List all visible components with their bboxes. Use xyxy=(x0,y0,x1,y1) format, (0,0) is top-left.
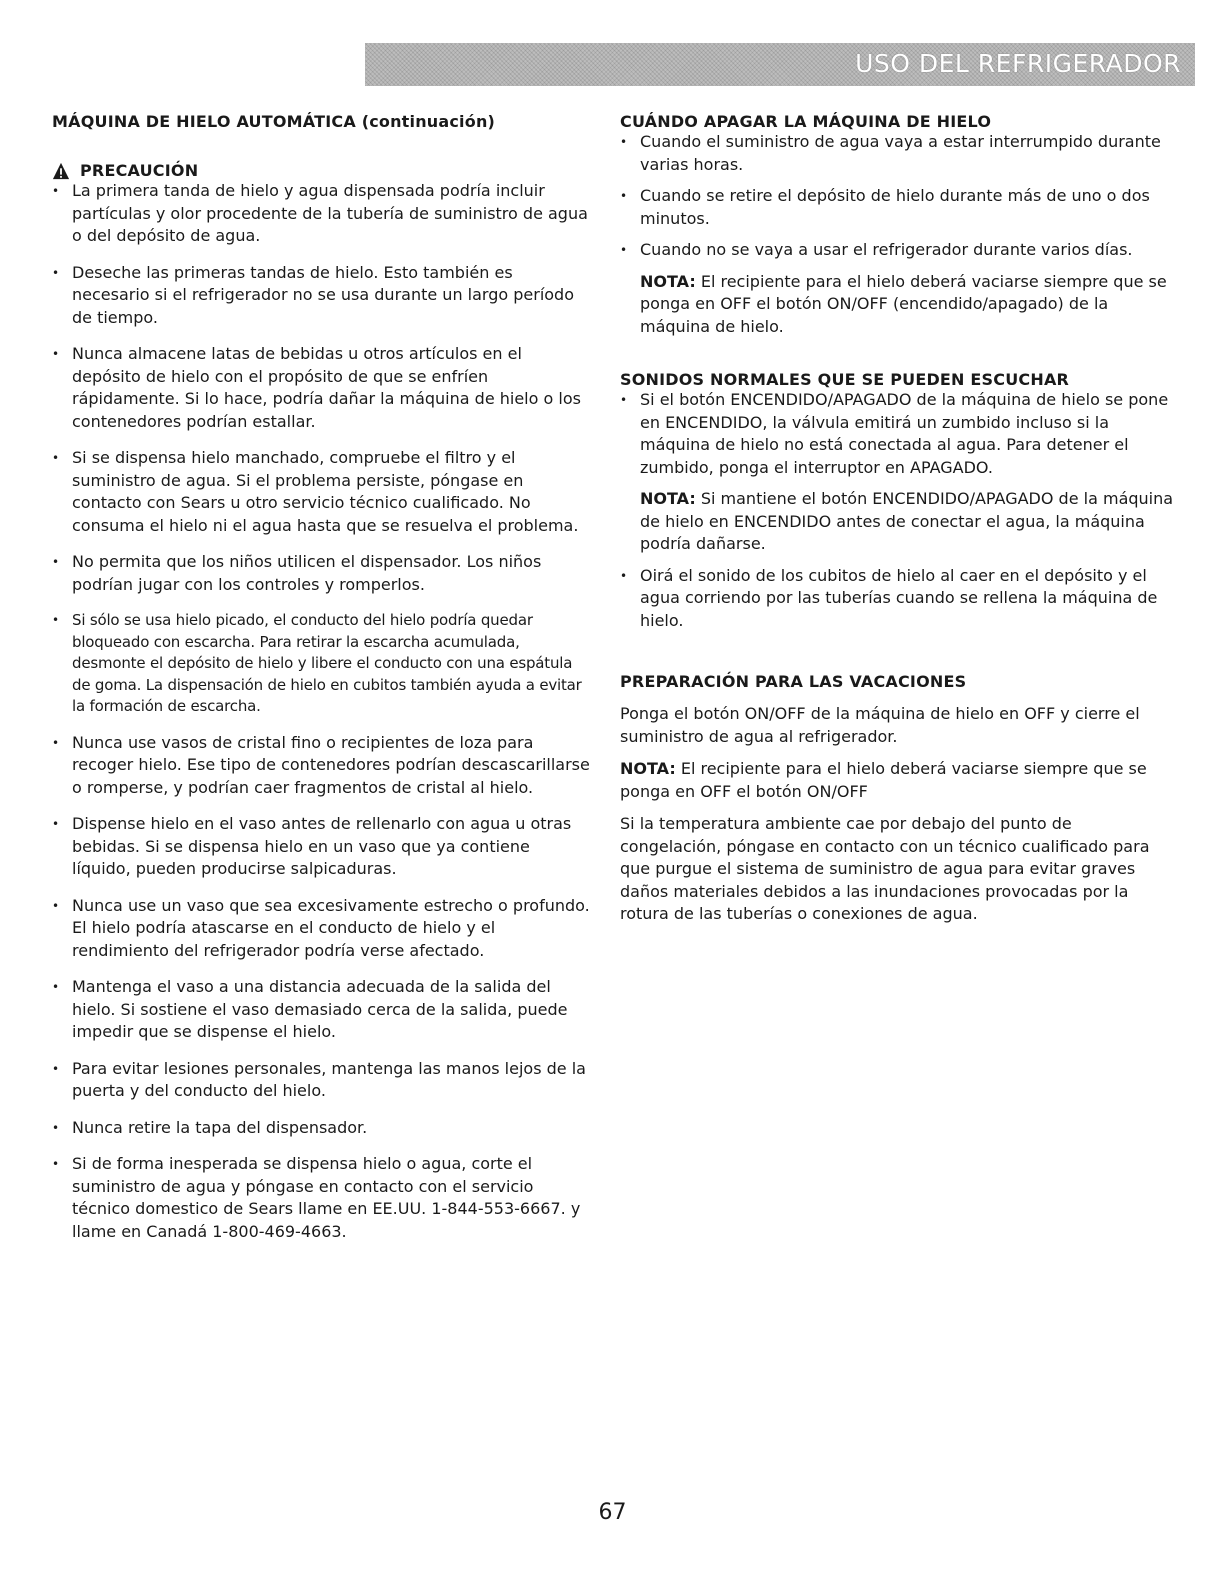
bullet: • xyxy=(52,555,60,569)
vacation-paragraph-2: Si la temperatura ambiente cae por debajo del punto de congelación, póngase en contacto con un técnico cualificado para que purgue el sistema de suministro de agua para evitar graves daños materiales debidos a las inundaciones provocadas por la rotura de las tuberías o conexiones de agua. xyxy=(620,814,1150,923)
caution-list xyxy=(52,180,592,1243)
bullet: • xyxy=(620,568,628,583)
banner-title: USO DEL REFRIGERADOR xyxy=(855,49,1181,78)
bullet: • xyxy=(52,347,60,361)
note-text: Si mantiene el botón ENCENDIDO/APAGADO de la máquina de hielo en ENCENDIDO antes de conectar el agua, la máquina podría dañarse. xyxy=(640,489,1174,553)
bullet: • xyxy=(52,898,60,913)
list-item: • Si de forma inesperada se dispensa hielo o agua, corte el suministro de agua y póngase en contacto con el servicio técnico domestico de Sears llame en EE.UU. 1-844-553-6667. y llame en Canadá 1-800-469-4663. xyxy=(52,1154,581,1241)
section-title-normal-sounds: SONIDOS NORMALES QUE SE PUEDEN ESCUCHAR xyxy=(620,370,1070,389)
bullet: • xyxy=(52,265,60,280)
bullet: • xyxy=(620,135,628,149)
bullet: • xyxy=(52,1157,60,1171)
section-banner xyxy=(365,43,1195,86)
list-item: • Oirá el sonido de los cubitos de hielo al caer en el depósito y el agua corriendo por las tuberías cuando se rellena la máquina de hielo. xyxy=(620,565,1158,630)
bullet: • xyxy=(52,184,60,198)
bullet: • xyxy=(620,393,628,407)
list-item: • Si se dispensa hielo manchado, compruebe el filtro y el suministro de agua. Si el problema persiste, póngase en contacto con Sears u otro servicio técnico cualificado. No consuma el hielo ni el agua hasta que se resuelva el problema. xyxy=(52,448,579,535)
note-label: NOTA: xyxy=(640,271,696,291)
left-column xyxy=(52,112,592,1257)
ice-maker-title-sub: (continuación) xyxy=(361,112,496,131)
list-item: • Mantenga el vaso a una distancia adecuada de la salida del hielo. Si sostiene el vaso demasiado cerca de la salida, puede impedir que se dispense el hielo. xyxy=(52,977,568,1041)
note-normal-sounds xyxy=(620,488,1175,556)
bullet: • xyxy=(52,1120,60,1135)
list-item: • Dispense hielo en el vaso antes de rellenarlo con agua u otras bebidas. Si se dispensa hielo en un vaso que ya contiene líquido, pueden producirse salpicaduras. xyxy=(52,814,572,878)
list-item: • Para evitar lesiones personales, mantenga las manos lejos de la puerta y del conducto del hielo. xyxy=(52,1058,586,1100)
list-item: • Cuando se retire el depósito de hielo durante más de uno o dos minutos. xyxy=(620,186,1150,228)
list-item: • Nunca use vasos de cristal fino o recipientes de loza para recoger hielo. Ese tipo de contenedores podrían descascarillarse o romperse, y podrían caer fragmentos de cristal al hielo. xyxy=(52,732,590,797)
note-text: El recipiente para el hielo deberá vaciarse siempre que se ponga en OFF el botón ON/OFF (encendido/apagado) de la máquina de hielo. xyxy=(640,271,1167,336)
list-item: • Cuando no se vaya a usar el refrigerador durante varios días. xyxy=(620,239,1175,262)
normal-sounds-list xyxy=(620,389,1175,479)
when-off-list xyxy=(620,131,1175,262)
list-item: • Nunca use un vaso que sea excesivamente estrecho o profundo. El hielo podría atascarse en el conducto de hielo y el rendimiento del refrigerador podría verse afectado. xyxy=(52,895,590,960)
warning-icon xyxy=(52,162,70,180)
section-title-when-off: CUÁNDO APAGAR LA MÁQUINA DE HIELO xyxy=(620,112,992,131)
bullet: • xyxy=(52,613,59,627)
caution-heading xyxy=(52,161,592,180)
list-item: • No permita que los niños utilicen el dispensador. Los niños podrían jugar con los controles y romperlos. xyxy=(52,552,542,594)
vacation-paragraph-1: Ponga el botón ON/OFF de la máquina de hielo en OFF y cierre el suministro de agua al refrigerador. xyxy=(620,704,1140,746)
list-item: • Si el botón ENCENDIDO/APAGADO de la máquina de hielo se pone en ENCENDIDO, la válvula emitirá un zumbido incluso si la máquina de hielo no está conectada al agua. Para detener el zumbido, ponga el interruptor en APAGADO. xyxy=(620,390,1169,477)
right-column xyxy=(620,112,1175,936)
list-item: • Si sólo se usa hielo picado, el conducto del hielo podría quedar bloqueado con escarcha. Para retirar la escarcha acumulada, desmonte el depósito de hielo y libere el conducto con una espátula de goma. La dispensación de hielo en cubitos también ayuda a evitar la formación de escarcha. xyxy=(52,611,582,715)
list-item: • Cuando el suministro de agua vaya a estar interrumpido durante varias horas. xyxy=(620,132,1161,174)
list-item: • La primera tanda de hielo y agua dispensada podría incluir partículas y olor procedente de la tubería de suministro de agua o del depósito de agua. xyxy=(52,181,588,245)
bullet: • xyxy=(52,451,60,465)
ice-maker-title: MÁQUINA DE HIELO AUTOMÁTICA xyxy=(52,112,356,131)
list-item: • Nunca almacene latas de bebidas u otros artículos en el depósito de hielo con el propósito de que se enfríen rápidamente. Si lo hace, podría dañar la máquina de hielo o los contenedores podrían estallar. xyxy=(52,344,581,431)
bullet: • xyxy=(52,817,60,831)
note-vacation xyxy=(620,758,1175,803)
section-title-vacation: PREPARACIÓN PARA LAS VACACIONES xyxy=(620,672,967,691)
bullet: • xyxy=(52,1061,60,1076)
caution-label: PRECAUCIÓN xyxy=(80,161,199,180)
list-item: • Deseche las primeras tandas de hielo. Esto también es necesario si el refrigerador no se usa durante un largo período de tiempo. xyxy=(52,262,574,327)
note-text: El recipiente para el hielo deberá vaciarse siempre que se ponga en OFF el botón ON/OFF xyxy=(620,759,1147,801)
note-when-off xyxy=(620,271,1175,339)
normal-sounds-list-2 xyxy=(620,565,1175,633)
bullet: • xyxy=(620,189,628,203)
note-label: NOTA: xyxy=(640,489,696,508)
page-number: 67 xyxy=(598,1500,627,1525)
bullet: • xyxy=(52,735,60,750)
list-item: • Nunca retire la tapa del dispensador. xyxy=(52,1117,592,1140)
bullet: • xyxy=(620,243,628,257)
vacation-body xyxy=(620,703,1175,926)
bullet: • xyxy=(52,980,60,994)
section-title-ice-maker xyxy=(52,112,592,131)
note-label: NOTA: xyxy=(620,759,676,778)
